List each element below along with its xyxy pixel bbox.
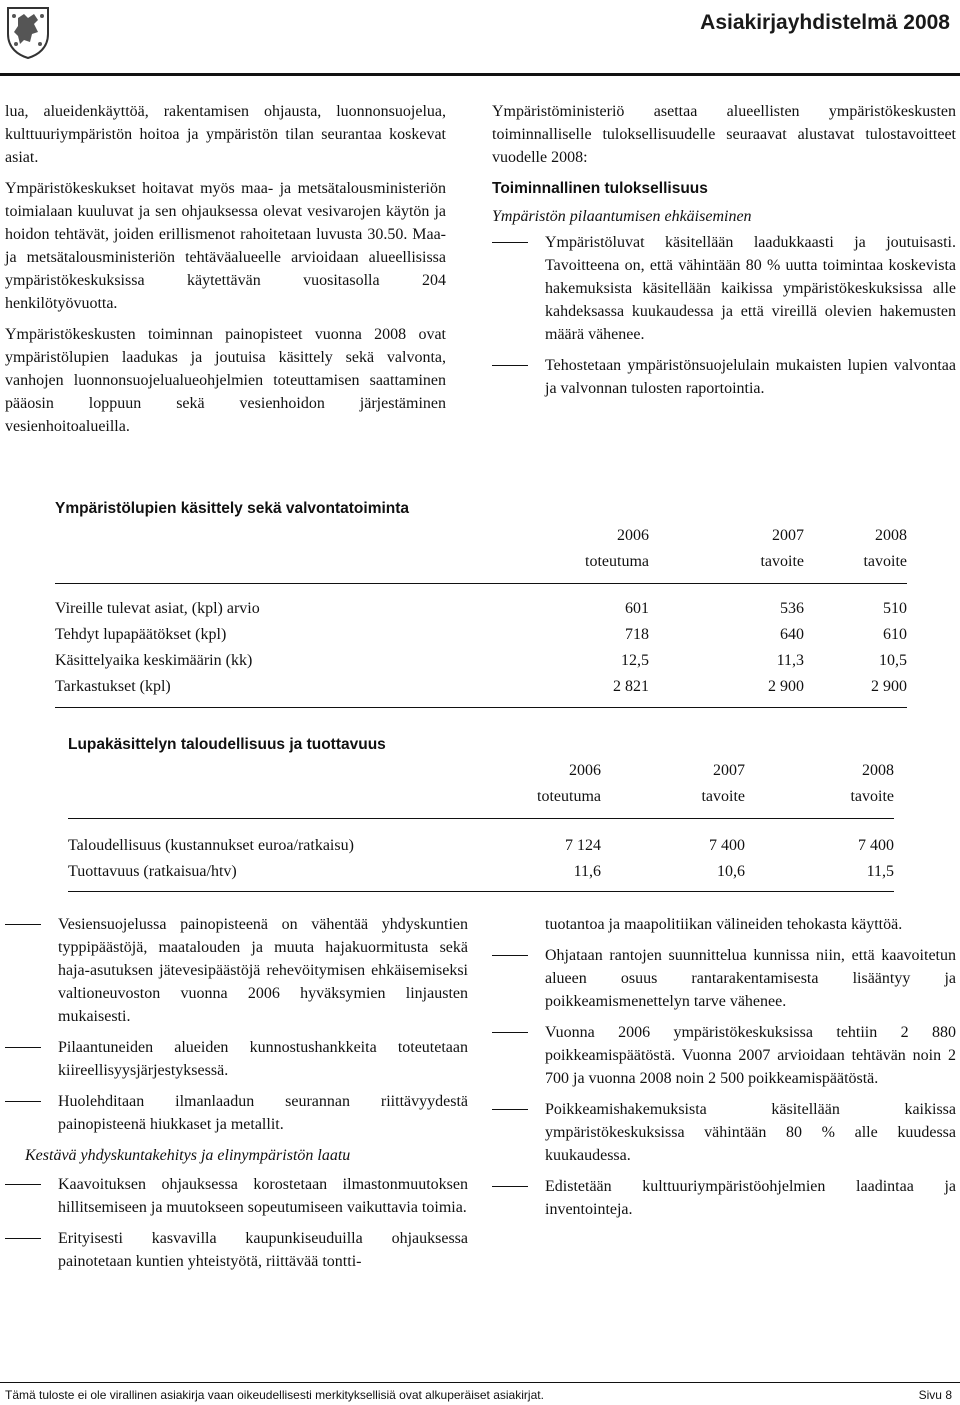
cell-value: 10,5 <box>879 652 907 669</box>
list-item <box>5 1090 468 1136</box>
paragraph: tuotantoa ja maapolitiikan välineiden tehokasta käyttöä. <box>545 916 903 933</box>
dash-bullet <box>5 1238 41 1239</box>
column-type: toteutuma <box>585 553 649 570</box>
row-label: Tehdyt lupapäätökset (kpl) <box>55 626 227 643</box>
bullet-list <box>492 231 956 400</box>
list-item-text: Poikkeamishakemuksista käsitellään kaikissa ympäristökeskuksissa vähintään 80 % alle kuudessa kuukaudessa. <box>545 1101 956 1164</box>
dash-bullet <box>492 242 528 243</box>
dash-bullet <box>492 955 528 956</box>
list-item-text: Tehostetaan ympäristönsuojelulain mukaisten lupien valvontaa ja valvonnan tulosten raportointia. <box>545 357 956 397</box>
row-label: Tarkastukset (kpl) <box>55 678 171 695</box>
page-number: Sivu 8 <box>918 1388 952 1402</box>
cell-value: 2 900 <box>871 678 907 695</box>
list-item-text: Edistetään kulttuuriympäristöohjelmien laadintaa ja inventointeja. <box>545 1178 956 1218</box>
row-label: Vireille tulevat asiat, (kpl) arvio <box>55 600 260 617</box>
column-type: tavoite <box>863 553 907 570</box>
table-row <box>55 648 907 674</box>
column-type: tavoite <box>850 788 894 805</box>
list-item-text: Kaavoituksen ohjauksessa korostetaan ilmastonmuutoksen hillitsemiseen ja muutokseen sopeutumiseen vaikuttavia toimia. <box>58 1176 468 1216</box>
paragraph: lua, alueidenkäyttöä, rakentamisen ohjausta, luonnonsuojelua, kulttuuriympäristön hoitoa ja ympäristön tilan seurantaa koskevat asiat. <box>5 103 446 166</box>
cell-value: 10,6 <box>717 863 745 880</box>
table-row <box>68 833 894 859</box>
table-row <box>55 622 907 648</box>
cell-value: 510 <box>883 600 907 617</box>
column-year: 2008 <box>862 762 894 779</box>
table-row <box>68 859 894 885</box>
list-item-text: Ympäristöluvat käsitellään laadukkaasti ja joutuisasti. Tavoitteena on, että vähintään 80 % uutta toimintaa koskevista hakemuksista käsitellään kaikissa ympäristökeskuksissa alle kahdeksassa kuukaudessa ja että vireillä olevien hakemusten määrä vähenee. <box>545 234 956 343</box>
list-item <box>5 1173 468 1219</box>
list-item-text: Vuonna 2006 ympäristökeskuksissa tehtiin 2 880 poikkeamispäätöstä. Vuonna 2007 arvioidaan tehtävän noin 2 700 ja vuonna 2008 noin 2 500 poikkeamispäätöstä. <box>545 1024 956 1087</box>
column-year: 2006 <box>569 762 601 779</box>
coat-of-arms-logo-icon <box>4 4 52 60</box>
list-item-text: Vesiensuojelussa painopisteenä on vähentää yhdyskuntien typpipäästöjä, maatalouden ja muuta hajakuormitusta sekä haja-asutuksen jätevesipäästöjä rehevöitymisen ehkäisemiseksi valtioneuvoston vuonna 2006 hyväksymien linjausten mukaisesti. <box>58 916 468 1025</box>
dash-bullet <box>492 1186 528 1187</box>
cell-value: 7 124 <box>565 837 601 854</box>
bullet-list <box>5 913 468 1136</box>
cell-value: 718 <box>625 626 649 643</box>
list-item <box>5 1036 468 1082</box>
row-label: Tuottavuus (ratkaisua/htv) <box>68 863 237 880</box>
cell-value: 7 400 <box>858 837 894 854</box>
column-type: tavoite <box>760 553 804 570</box>
cell-value: 12,5 <box>621 652 649 669</box>
column-type: toteutuma <box>537 788 601 805</box>
dash-bullet <box>492 1032 528 1033</box>
row-label: Taloudellisuus (kustannukset euroa/ratkaisu) <box>68 837 354 854</box>
table1-title: Ympäristölupien käsittely sekä valvontatoiminta <box>55 500 410 517</box>
cell-value: 610 <box>883 626 907 643</box>
cell-value: 601 <box>625 600 649 617</box>
column-year: 2007 <box>713 762 745 779</box>
column-type: tavoite <box>701 788 745 805</box>
list-item <box>5 1227 468 1273</box>
paragraph: Ympäristökeskusten toiminnan painopisteet vuonna 2008 ovat ympäristölupien laadukas ja joutuisa käsittely sekä valvonta, vanhojen luonnonsuojelualueohjelmien toteuttamisen saattaminen pääosin loppuun sekä vesienhoidon järjestäminen vesienhoitoalueilla. <box>5 326 446 435</box>
list-item-text: Ohjataan rantojen suunnittelua kunnissa niin, että kaavoitetun alueen osuus rantarakentamisesta lisääntyy ja poikkeamismenettelyn tarve vähenee. <box>545 947 956 1010</box>
list-item-text: Huolehditaan ilmanlaadun seurannan riittävyydestä painopisteenä hiukkaset ja metallit. <box>58 1093 468 1133</box>
column-year: 2006 <box>617 527 649 544</box>
table-header-row <box>55 549 907 575</box>
table-row <box>55 596 907 622</box>
table2-title: Lupakäsittelyn taloudellisuus ja tuottavuus <box>68 736 386 753</box>
table-rule <box>68 891 894 892</box>
cell-value: 11,5 <box>866 863 894 880</box>
left-column-top <box>5 100 446 446</box>
cell-value: 7 400 <box>709 837 745 854</box>
list-item <box>492 231 956 346</box>
cell-value: 2 900 <box>768 678 804 695</box>
cell-value: 11,3 <box>776 652 804 669</box>
table2 <box>68 758 894 892</box>
cell-value: 2 821 <box>613 678 649 695</box>
table1 <box>55 523 907 708</box>
list-item <box>492 944 956 1013</box>
list-item <box>492 1021 956 1090</box>
list-item <box>492 354 956 400</box>
column-year: 2008 <box>875 527 907 544</box>
paragraph: Ympäristöministeriö asettaa alueellisten ympäristökeskusten toiminnalliselle tuloksellisuudelle seuraavat alustavat tulostavoitteet vuodelle 2008: <box>492 103 956 166</box>
table-header-row <box>68 758 894 784</box>
bullet-list <box>5 1173 468 1273</box>
cell-value: 536 <box>780 600 804 617</box>
dash-bullet <box>5 924 41 925</box>
dash-bullet <box>5 1184 41 1185</box>
right-column-top <box>492 100 956 408</box>
table-header-row <box>68 784 894 810</box>
list-item <box>492 1175 956 1221</box>
list-item-text: Erityisesti kasvavilla kaupunkiseuduilla ohjauksessa painotetaan kuntien yhteistyötä, riittävää tontti- <box>58 1230 468 1270</box>
cell-value: 640 <box>780 626 804 643</box>
paragraph: Ympäristökeskukset hoitavat myös maa- ja metsätalousministeriön toimialaan kuuluvat ja sen ohjauksessa olevat vesivarojen käytön ja hoidon tehtävät, joiden erillismenot rahoitetaan luvusta 30.50. Maa- ja metsätalousministeriön tehtäväalueelle arvioidaan alueellisissa ympäristökeskuksissa käytettävän vuositasolla 204 henkilötyövuotta. <box>5 180 446 312</box>
dash-bullet <box>492 1109 528 1110</box>
footer-note: Tämä tuloste ei ole virallinen asiakirja vaan oikeudellisesti merkityksellisiä ovat alkuperäiset asiakirjat. <box>5 1388 544 1402</box>
table-row <box>55 674 907 700</box>
bullet-list <box>492 944 956 1221</box>
right-column-bottom <box>492 913 956 1229</box>
section-subheading: Kestävä yhdyskuntakehitys ja elinympäristön laatu <box>25 1147 351 1164</box>
section-heading: Toiminnallinen tuloksellisuus <box>492 180 708 197</box>
table-rule <box>55 707 907 708</box>
column-year: 2007 <box>772 527 804 544</box>
list-item-text: Pilaantuneiden alueiden kunnostushankkeita toteutetaan kiireellisyysjärjestyksessä. <box>58 1039 468 1079</box>
table-header-row <box>55 523 907 549</box>
footer-rule <box>0 1382 960 1383</box>
document-title: Asiakirjayhdistelmä 2008 <box>700 11 950 34</box>
dash-bullet <box>5 1101 41 1102</box>
cell-value: 11,6 <box>573 863 601 880</box>
dash-bullet <box>5 1047 41 1048</box>
header-rule <box>0 73 960 76</box>
list-item <box>5 913 468 1028</box>
dash-bullet <box>492 365 528 366</box>
section-subheading: Ympäristön pilaantumisen ehkäiseminen <box>492 208 752 225</box>
row-label: Käsittelyaika keskimäärin (kk) <box>55 652 253 669</box>
left-column-bottom <box>5 913 468 1281</box>
list-item <box>492 1098 956 1167</box>
